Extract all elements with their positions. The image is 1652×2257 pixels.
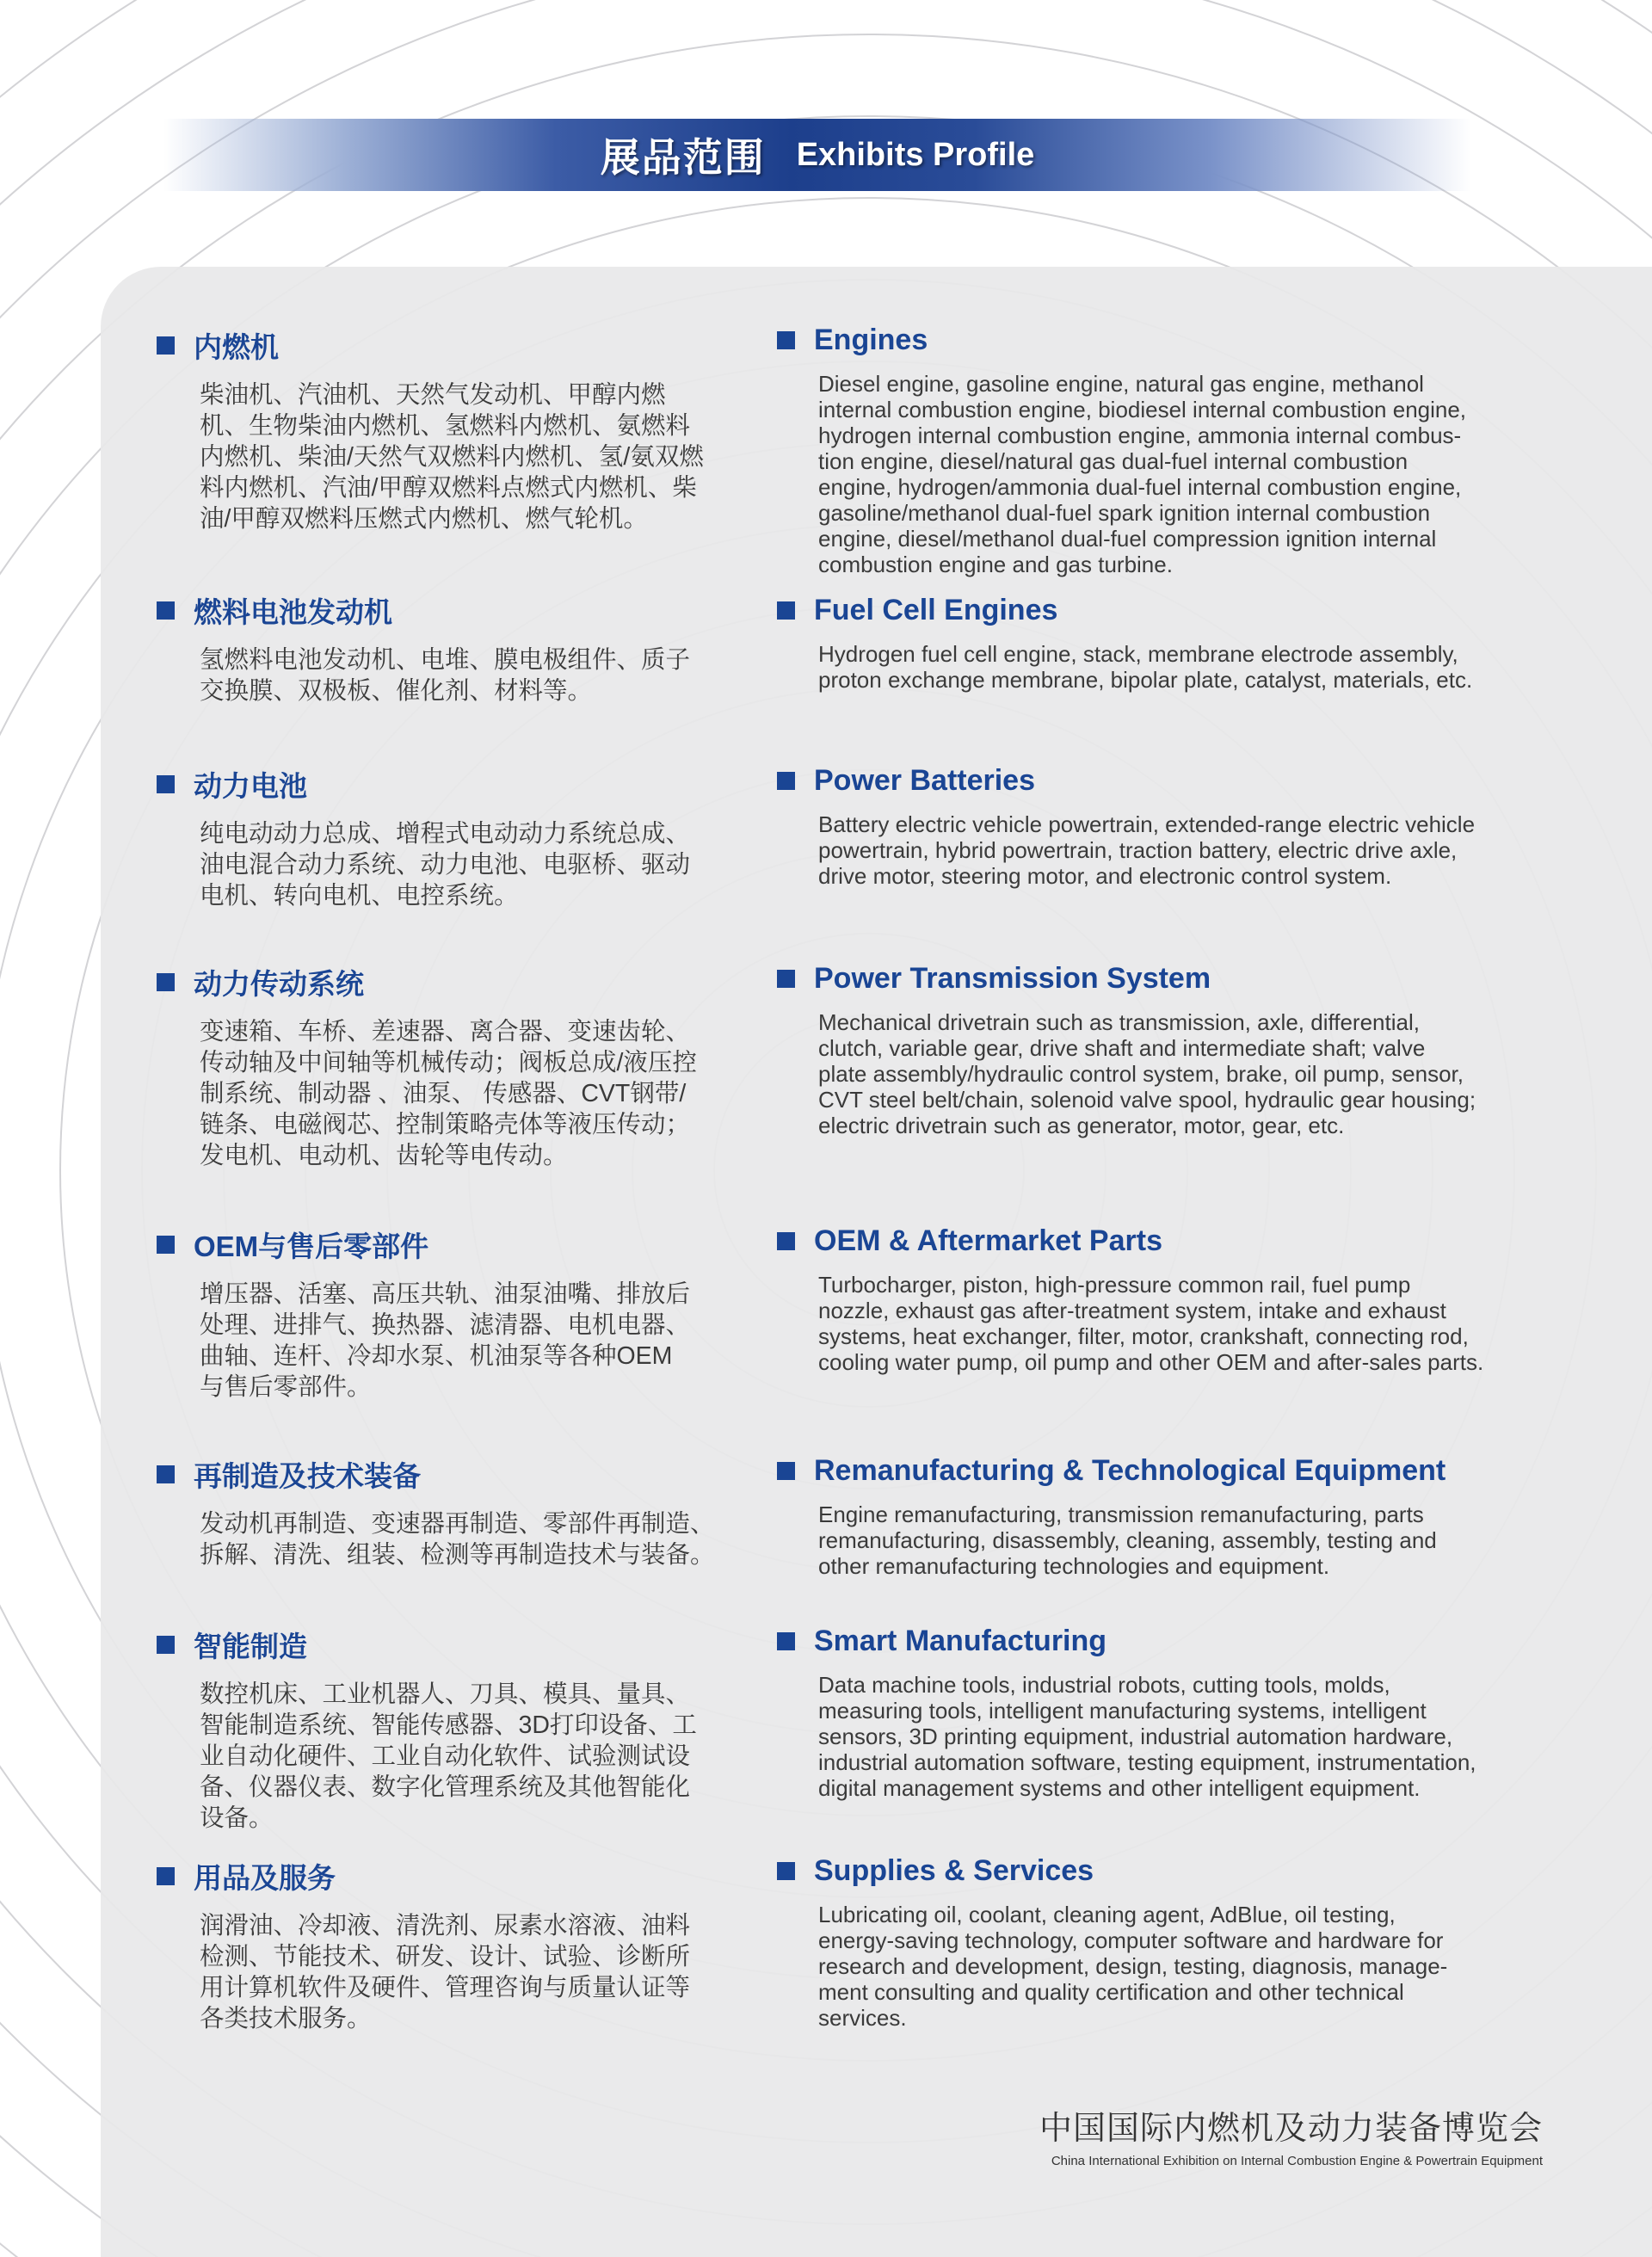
square-bullet-icon: [157, 775, 175, 793]
body-line: engine, diesel/methanol dual-fuel compression ignition internal: [818, 526, 1437, 552]
body-line: 电机、转向电机、电控系统。: [200, 882, 519, 910]
square-bullet-icon: [157, 1636, 175, 1654]
banner-title-cn: 展品范围: [600, 135, 766, 180]
section-en-2: [777, 594, 1571, 693]
body-line: 制系统、制动器 、油泵、 传感器、CVT钢带/: [200, 1080, 687, 1107]
body-line: Engine remanufacturing, transmission remanufacturing, parts: [818, 1502, 1424, 1527]
body-line: 用计算机软件及硬件、管理咨询与质量认证等: [200, 1974, 691, 2001]
section-heading: [157, 1224, 724, 1265]
section-title: 燃料电池发动机: [194, 596, 392, 628]
section-body: [200, 379, 724, 534]
title-banner: [163, 119, 1471, 191]
section-heading: [157, 1625, 724, 1665]
section-en-3: [777, 764, 1571, 889]
square-bullet-icon: [157, 1236, 175, 1254]
body-line: 料内燃机、汽油/甲醇双燃料点燃式内燃机、柴: [200, 474, 697, 502]
body-line: electric drivetrain such as generator, motor, gear, etc.: [818, 1113, 1345, 1138]
section-body: [200, 1679, 724, 1834]
section-body: [818, 1272, 1571, 1375]
body-line: services.: [818, 2005, 907, 2031]
body-line: other remanufacturing technologies and equipment.: [818, 1553, 1330, 1579]
body-line: 与售后零部件。: [200, 1373, 372, 1401]
section-title: Power Batteries: [814, 764, 1035, 797]
section-heading: [777, 764, 1571, 798]
square-bullet-icon: [777, 1632, 795, 1650]
section-title: 智能制造: [194, 1631, 307, 1662]
section-en-7: [777, 1625, 1571, 1801]
square-bullet-icon: [777, 970, 795, 988]
body-line: Diesel engine, gasoline engine, natural gas engine, methanol: [818, 371, 1424, 397]
square-bullet-icon: [157, 601, 175, 620]
section-heading: [777, 1854, 1571, 1888]
section-cn-3: [157, 764, 724, 911]
body-line: proton exchange membrane, bipolar plate, catalyst, materials, etc.: [818, 667, 1473, 693]
body-line: tion engine, diesel/natural gas dual-fuel internal combustion: [818, 448, 1409, 474]
section-title: Fuel Cell Engines: [814, 594, 1058, 626]
body-line: systems, heat exchanger, filter, motor, crankshaft, connecting rod,: [818, 1323, 1469, 1349]
body-line: 智能制造系统、智能传感器、3D打印设备、工: [200, 1711, 697, 1739]
body-line: Hydrogen fuel cell engine, stack, membrane electrode assembly,: [818, 641, 1458, 667]
section-cn-8: [157, 1856, 724, 2034]
section-body: [818, 1902, 1571, 2031]
body-line: Mechanical drivetrain such as transmission, axle, differential,: [818, 1009, 1420, 1035]
section-title: 动力电池: [194, 770, 307, 802]
body-line: remanufacturing, disassembly, cleaning, assembly, testing and: [818, 1527, 1437, 1553]
section-heading: [777, 1625, 1571, 1658]
body-line: CVT steel belt/chain, solenoid valve spool, hydraulic gear housing;: [818, 1087, 1476, 1113]
body-line: ment consulting and quality certification and other technical: [818, 1979, 1404, 2005]
section-title: 用品及服务: [194, 1862, 336, 1894]
body-line: gasoline/methanol dual-fuel spark ignition internal combustion: [818, 500, 1431, 526]
body-line: 拆解、清洗、组装、检测等再制造技术与装备。: [200, 1541, 715, 1569]
section-en-5: [777, 1224, 1571, 1375]
section-body: [818, 371, 1571, 577]
section-title: Engines: [814, 324, 928, 356]
section-heading: [777, 1224, 1571, 1258]
section-heading: [157, 962, 724, 1002]
section-cn-2: [157, 590, 724, 706]
section-heading: [157, 1856, 724, 1896]
section-body: [200, 1016, 724, 1171]
body-line: research and development, design, testing, diagnosis, manage-: [818, 1953, 1448, 1979]
square-bullet-icon: [157, 1867, 175, 1885]
section-body: [818, 641, 1571, 693]
body-line: hydrogen internal combustion engine, ammonia internal combus-: [818, 422, 1462, 448]
section-cn-6: [157, 1454, 724, 1570]
body-line: industrial automation software, testing equipment, instrumentation,: [818, 1749, 1476, 1775]
section-title: 动力传动系统: [194, 968, 364, 1000]
square-bullet-icon: [157, 1465, 175, 1483]
square-bullet-icon: [777, 772, 795, 790]
section-title: Power Transmission System: [814, 962, 1211, 995]
body-line: Battery electric vehicle powertrain, extended-range electric vehicle: [818, 811, 1476, 837]
section-body: [818, 1009, 1571, 1138]
body-line: 纯电动动力总成、增程式电动动力系统总成、: [200, 820, 691, 848]
section-cn-7: [157, 1625, 724, 1834]
square-bullet-icon: [777, 1232, 795, 1250]
body-line: 机、生物柴油内燃机、氢燃料内燃机、氨燃料: [200, 412, 691, 440]
section-en-1: [777, 324, 1571, 577]
body-line: energy-saving technology, computer software and hardware for: [818, 1927, 1444, 1953]
body-line: 各类技术服务。: [200, 2005, 372, 2032]
section-title: Smart Manufacturing: [814, 1625, 1107, 1657]
body-line: 氢燃料电池发动机、电堆、膜电极组件、质子: [200, 646, 691, 674]
body-line: powertrain, hybrid powertrain, traction battery, electric drive axle,: [818, 837, 1458, 863]
section-title: Supplies & Services: [814, 1854, 1094, 1887]
body-line: 油电混合动力系统、动力电池、电驱桥、驱动: [200, 851, 691, 879]
body-line: 发动机再制造、变速器再制造、零部件再制造、: [200, 1510, 715, 1538]
section-heading: [777, 594, 1571, 627]
section-cn-1: [157, 325, 724, 534]
body-line: drive motor, steering motor, and electronic control system.: [818, 863, 1392, 889]
section-en-8: [777, 1854, 1571, 2031]
section-body: [200, 1279, 724, 1403]
body-line: clutch, variable gear, drive shaft and intermediate shaft; valve: [818, 1035, 1426, 1061]
body-line: internal combustion engine, biodiesel internal combustion engine,: [818, 397, 1467, 422]
section-body: [818, 811, 1571, 889]
square-bullet-icon: [157, 973, 175, 991]
body-line: 业自动化硬件、工业自动化软件、试验测试设: [200, 1742, 691, 1770]
body-line: 传动轴及中间轴等机械传动；阀板总成/液压控: [200, 1049, 697, 1076]
body-line: 检测、节能技术、研发、设计、试验、诊断所: [200, 1943, 691, 1970]
section-body: [200, 818, 724, 911]
body-line: 润滑油、冷却液、清洗剂、尿素水溶液、油料: [200, 1912, 691, 1939]
body-line: plate assembly/hydraulic control system, brake, oil pump, sensor,: [818, 1061, 1464, 1087]
body-line: Lubricating oil, coolant, cleaning agent, AdBlue, oil testing,: [818, 1902, 1396, 1927]
body-line: Data machine tools, industrial robots, cutting tools, molds,: [818, 1672, 1390, 1698]
body-line: 柴油机、汽油机、天然气发动机、甲醇内燃: [200, 381, 666, 409]
section-heading: [157, 1454, 724, 1495]
body-line: measuring tools, intelligent manufacturing systems, intelligent: [818, 1698, 1427, 1724]
section-title: Remanufacturing & Technological Equipment: [814, 1454, 1446, 1487]
square-bullet-icon: [777, 1462, 795, 1480]
footer: [1039, 2101, 1543, 2168]
section-cn-4: [157, 962, 724, 1171]
body-line: 设备。: [200, 1804, 274, 1832]
body-line: digital management systems and other intelligent equipment.: [818, 1775, 1421, 1801]
section-body: [200, 1508, 724, 1570]
body-line: cooling water pump, oil pump and other OEM and after-sales parts.: [818, 1349, 1484, 1375]
section-heading: [777, 1454, 1571, 1488]
body-line: 交换膜、双极板、催化剂、材料等。: [200, 677, 593, 705]
section-title: OEM & Aftermarket Parts: [814, 1224, 1162, 1257]
section-body: [818, 1672, 1571, 1801]
square-bullet-icon: [777, 331, 795, 349]
section-cn-5: [157, 1224, 724, 1403]
section-body: [200, 644, 724, 706]
body-line: 油/甲醇双燃料压燃式内燃机、燃气轮机。: [200, 505, 648, 533]
body-line: 处理、进排气、换热器、滤清器、电机电器、: [200, 1311, 691, 1339]
banner-title-en: Exhibits Profile: [796, 136, 1035, 173]
section-en-6: [777, 1454, 1571, 1579]
section-heading: [157, 590, 724, 631]
section-heading: [777, 962, 1571, 996]
square-bullet-icon: [777, 1862, 795, 1880]
section-heading: [777, 324, 1571, 357]
body-line: nozzle, exhaust gas after-treatment system, intake and exhaust: [818, 1298, 1446, 1323]
body-line: 增压器、活塞、高压共轨、油泵油嘴、排放后: [200, 1280, 691, 1308]
footer-name-en: China International Exhibition on Internal Combustion Engine & Powertrain Equipment: [1051, 2154, 1543, 2168]
section-en-4: [777, 962, 1571, 1138]
body-line: 备、仪器仪表、数字化管理系统及其他智能化: [200, 1773, 691, 1801]
body-line: engine, hydrogen/ammonia dual-fuel internal combustion engine,: [818, 474, 1462, 500]
section-title: 内燃机: [194, 331, 279, 363]
square-bullet-icon: [777, 601, 795, 620]
footer-name-cn: 中国国际内燃机及动力装备博览会: [1039, 2111, 1543, 2147]
body-line: 发电机、电动机、齿轮等电传动。: [200, 1142, 568, 1169]
body-line: Turbocharger, piston, high-pressure common rail, fuel pump: [818, 1272, 1411, 1298]
body-line: combustion engine and gas turbine.: [818, 552, 1173, 577]
body-line: 变速箱、车桥、差速器、离合器、变速齿轮、: [200, 1018, 691, 1045]
body-line: 内燃机、柴油/天然气双燃料内燃机、氢/氨双燃: [200, 443, 704, 471]
section-title: OEM与售后零部件: [194, 1230, 429, 1262]
body-line: 数控机床、工业机器人、刀具、模具、量具、: [200, 1680, 691, 1708]
section-heading: [157, 325, 724, 366]
section-body: [200, 1910, 724, 2034]
body-line: sensors, 3D printing equipment, industrial automation hardware,: [818, 1724, 1453, 1749]
body-line: 链条、电磁阀芯、控制策略壳体等液压传动；: [200, 1111, 691, 1138]
body-line: 曲轴、连杆、冷却水泵、机油泵等各种OEM: [200, 1342, 673, 1370]
section-body: [818, 1502, 1571, 1579]
section-heading: [157, 764, 724, 805]
square-bullet-icon: [157, 336, 175, 355]
section-title: 再制造及技术装备: [194, 1460, 421, 1492]
